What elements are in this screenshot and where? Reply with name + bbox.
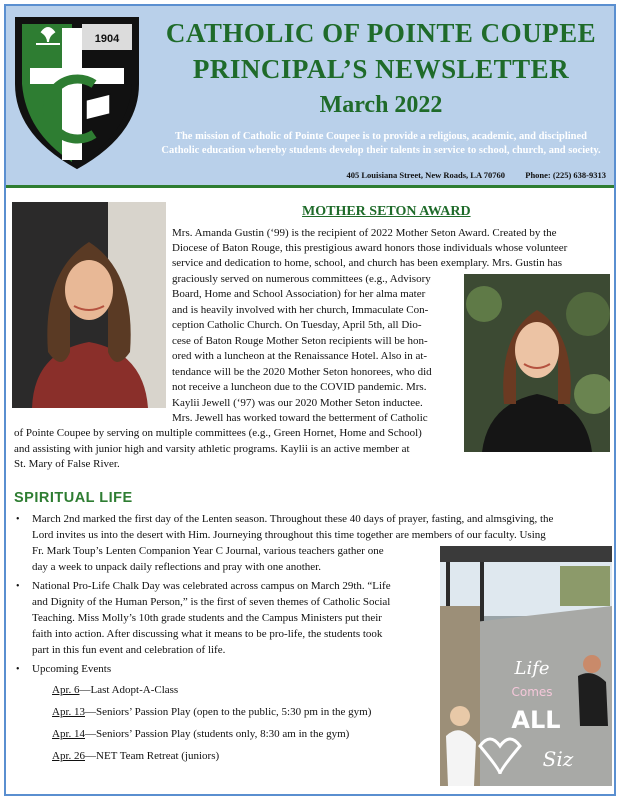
school-crest-icon <box>12 14 142 172</box>
award-text-line: ception Catholic Church. On Tuesday, April 5th, all Dio- <box>172 319 422 331</box>
award-text-line: Kaylii Jewell (‘97) was our 2020 Mother Seton inductee. <box>172 397 423 409</box>
newsletter-title-line1: CATHOLIC OF POINTE COUPEE <box>165 18 597 48</box>
event-item <box>52 750 219 762</box>
award-text-line: cese of Baton Rouge Mother Seton recipients will be hon- <box>172 335 428 347</box>
award-text-line: Mrs. Amanda Gustin (‘99) is the recipient of 2022 Mother Seton Award. Created by the <box>172 227 557 239</box>
bullet-text-line: Fr. Mark Toup’s Lenten Companion Year C Journal, various teachers gather one <box>32 545 384 557</box>
award-text-line: ored with a luncheon at the Renaissance Hotel. Also in at- <box>172 350 428 362</box>
bullet-text-line: faith into action. After discussing what it means to be pro-life, the students took <box>32 628 383 640</box>
mission-line: The mission of Catholic of Pointe Coupee is to provide a religious, academic, and disciplined <box>174 131 588 142</box>
event-date: Apr. 13 <box>52 706 85 718</box>
award-text-line: Diocese of Baton Rouge, this prestigious award honors those individuals whose volunteer <box>172 242 568 254</box>
chalk-word: ALL <box>511 706 561 734</box>
event-desc: —NET Team Retreat (juniors) <box>85 750 220 762</box>
school-address: 405 Louisiana Street, New Roads, LA 70760 <box>346 170 505 180</box>
event-date: Apr. 6 <box>52 684 80 696</box>
award-text-line: St. Mary of False River. <box>14 458 120 470</box>
newsletter-header <box>6 6 614 188</box>
bullet-icon: • <box>16 514 20 525</box>
bullet-text-line: and Dignity of the Human Person,” is the first of seven themes of Catholic Social <box>32 596 391 608</box>
bullet-text-line: day a week to unpack daily reflections and pray with one another. <box>32 561 321 573</box>
newsletter-page <box>4 4 616 796</box>
event-item <box>52 728 349 740</box>
chalk-word: Siz <box>542 747 574 771</box>
photo-kaylii-jewell <box>464 274 610 452</box>
newsletter-date: March 2022 <box>319 92 443 118</box>
bullet-text-line: March 2nd marked the first day of the Lenten season. Throughout these 40 days of prayer, fasting, and almsgiving, the <box>32 513 554 525</box>
chalk-word: Comes <box>511 685 553 699</box>
award-text-line: not receive a luncheon due to the COVID pandemic. Mrs. <box>172 381 427 393</box>
bullet-text-line: National Pro-Life Chalk Day was celebrated across campus on March 29th. “Life <box>32 580 391 592</box>
award-section-title: MOTHER SETON AWARD <box>302 204 471 219</box>
newsletter-title-line2: PRINCIPAL’S NEWSLETTER <box>192 54 570 84</box>
event-date: Apr. 14 <box>52 728 85 740</box>
school-phone: Phone: (225) 638-9313 <box>525 170 606 180</box>
event-desc: —Last Adopt-A-Class <box>79 684 179 696</box>
award-text-line: Mrs. Jewell has worked toward the betterment of Catholic <box>172 412 428 424</box>
spiritual-life-title: SPIRITUAL LIFE <box>14 490 133 506</box>
crest-year: 1904 <box>94 33 120 45</box>
award-text-line: Board, Home and School Association) for her alma mater <box>172 288 426 300</box>
award-text-line: and is heavily involved with her church, Immaculate Con- <box>172 304 429 316</box>
event-desc: —Seniors’ Passion Play (open to the public, 5:30 pm in the gym) <box>85 706 372 718</box>
photo-amanda-gustin <box>12 202 166 408</box>
bullet-text-line: part in this fun event and celebration of life. <box>32 644 226 656</box>
school-contact <box>156 170 606 180</box>
award-text-line: graciously served on numerous committees (e.g., Advisory <box>172 273 431 285</box>
upcoming-events-heading: Upcoming Events <box>32 663 112 675</box>
award-text-line: and assisting with junior high and varsity athletic programs. Kaylii is an active member at <box>14 443 410 455</box>
bullet-icon: • <box>16 581 20 592</box>
mission-statement <box>156 130 606 158</box>
chalk-word: Life <box>514 658 550 679</box>
award-text-line: of Pointe Coupee by serving on multiple committees (e.g., Green Hornet, Home and School) <box>14 427 422 439</box>
bullet-text-line: Teaching. Miss Molly’s 10th grade students and the Campus Ministers put their <box>32 612 382 624</box>
photo-chalk-day <box>440 546 612 786</box>
mission-line: Catholic education whereby students develop their talents in service to school, church, and society. <box>161 145 601 156</box>
bullet-text-line: Lord invites us into the desert with Him. Journeying throughout this time together are members of our faculty. Using <box>32 529 546 541</box>
event-desc: —Seniors’ Passion Play (students only, 8:30 am in the gym) <box>85 728 350 740</box>
award-text-line: service and dedication to home, school, and church has been exemplary. Mrs. Gustin has <box>172 257 562 269</box>
bullet-icon: • <box>16 664 20 675</box>
event-item <box>52 706 371 718</box>
event-date: Apr. 26 <box>52 750 85 762</box>
event-item <box>52 684 178 696</box>
award-text-line: tendance will be the 2020 Mother Seton honorees, who did <box>172 366 432 378</box>
